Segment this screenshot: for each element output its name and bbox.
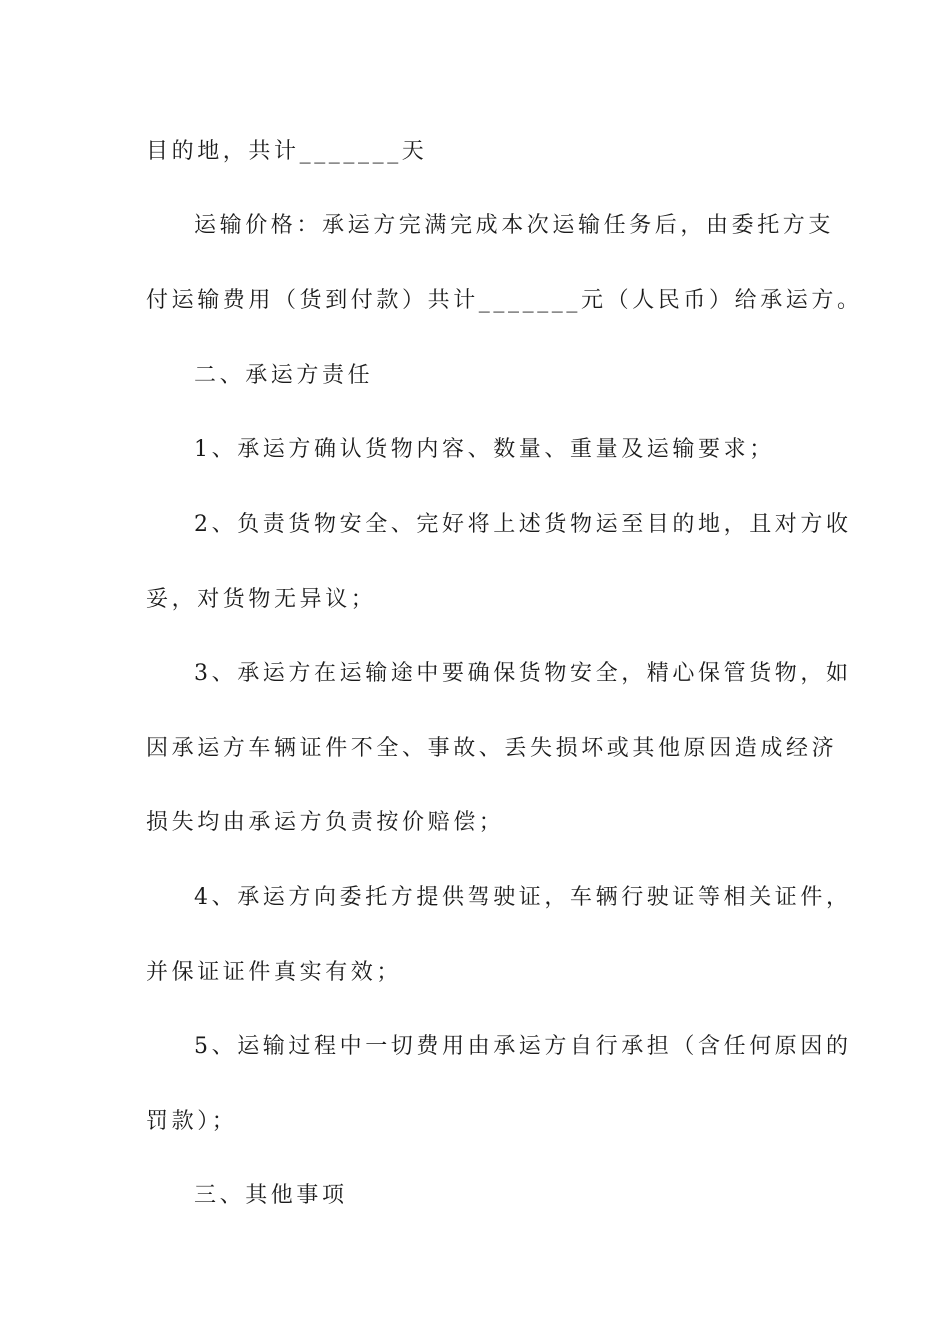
paragraph-line-payment: 付运输费用（货到付款）共计_______元（人民币）给承运方。 [146, 288, 863, 313]
clause-1: 1、承运方确认货物内容、数量、重量及运输要求； [194, 437, 775, 462]
clause-2: 2、负责货物安全、完好将上述货物运至目的地，且对方收 [194, 512, 852, 537]
paragraph-line-transport-price: 运输价格：承运方完满完成本次运输任务后，由委托方支 [194, 213, 835, 238]
clause-4-continued: 并保证证件真实有效； [146, 960, 403, 985]
section-heading-carrier-responsibility: 二、承运方责任 [194, 363, 374, 388]
clause-3-continued-2: 损失均由承运方负责按价赔偿； [146, 810, 505, 835]
clause-2-continued: 妥，对货物无异议； [146, 587, 377, 612]
clause-5-continued: 罚款）； [146, 1109, 238, 1134]
clause-3: 3、承运方在运输途中要确保货物安全，精心保管货物，如 [194, 661, 852, 686]
clause-4: 4、承运方向委托方提供驾驶证，车辆行驶证等相关证件， [194, 885, 852, 910]
section-heading-other-matters: 三、其他事项 [194, 1183, 348, 1208]
clause-3-continued-1: 因承运方车辆证件不全、事故、丢失损坏或其他原因造成经济 [146, 736, 838, 761]
paragraph-line-destination-days: 目的地，共计_______天 [146, 139, 428, 164]
clause-5: 5、运输过程中一切费用由承运方自行承担（含任何原因的 [194, 1034, 852, 1059]
